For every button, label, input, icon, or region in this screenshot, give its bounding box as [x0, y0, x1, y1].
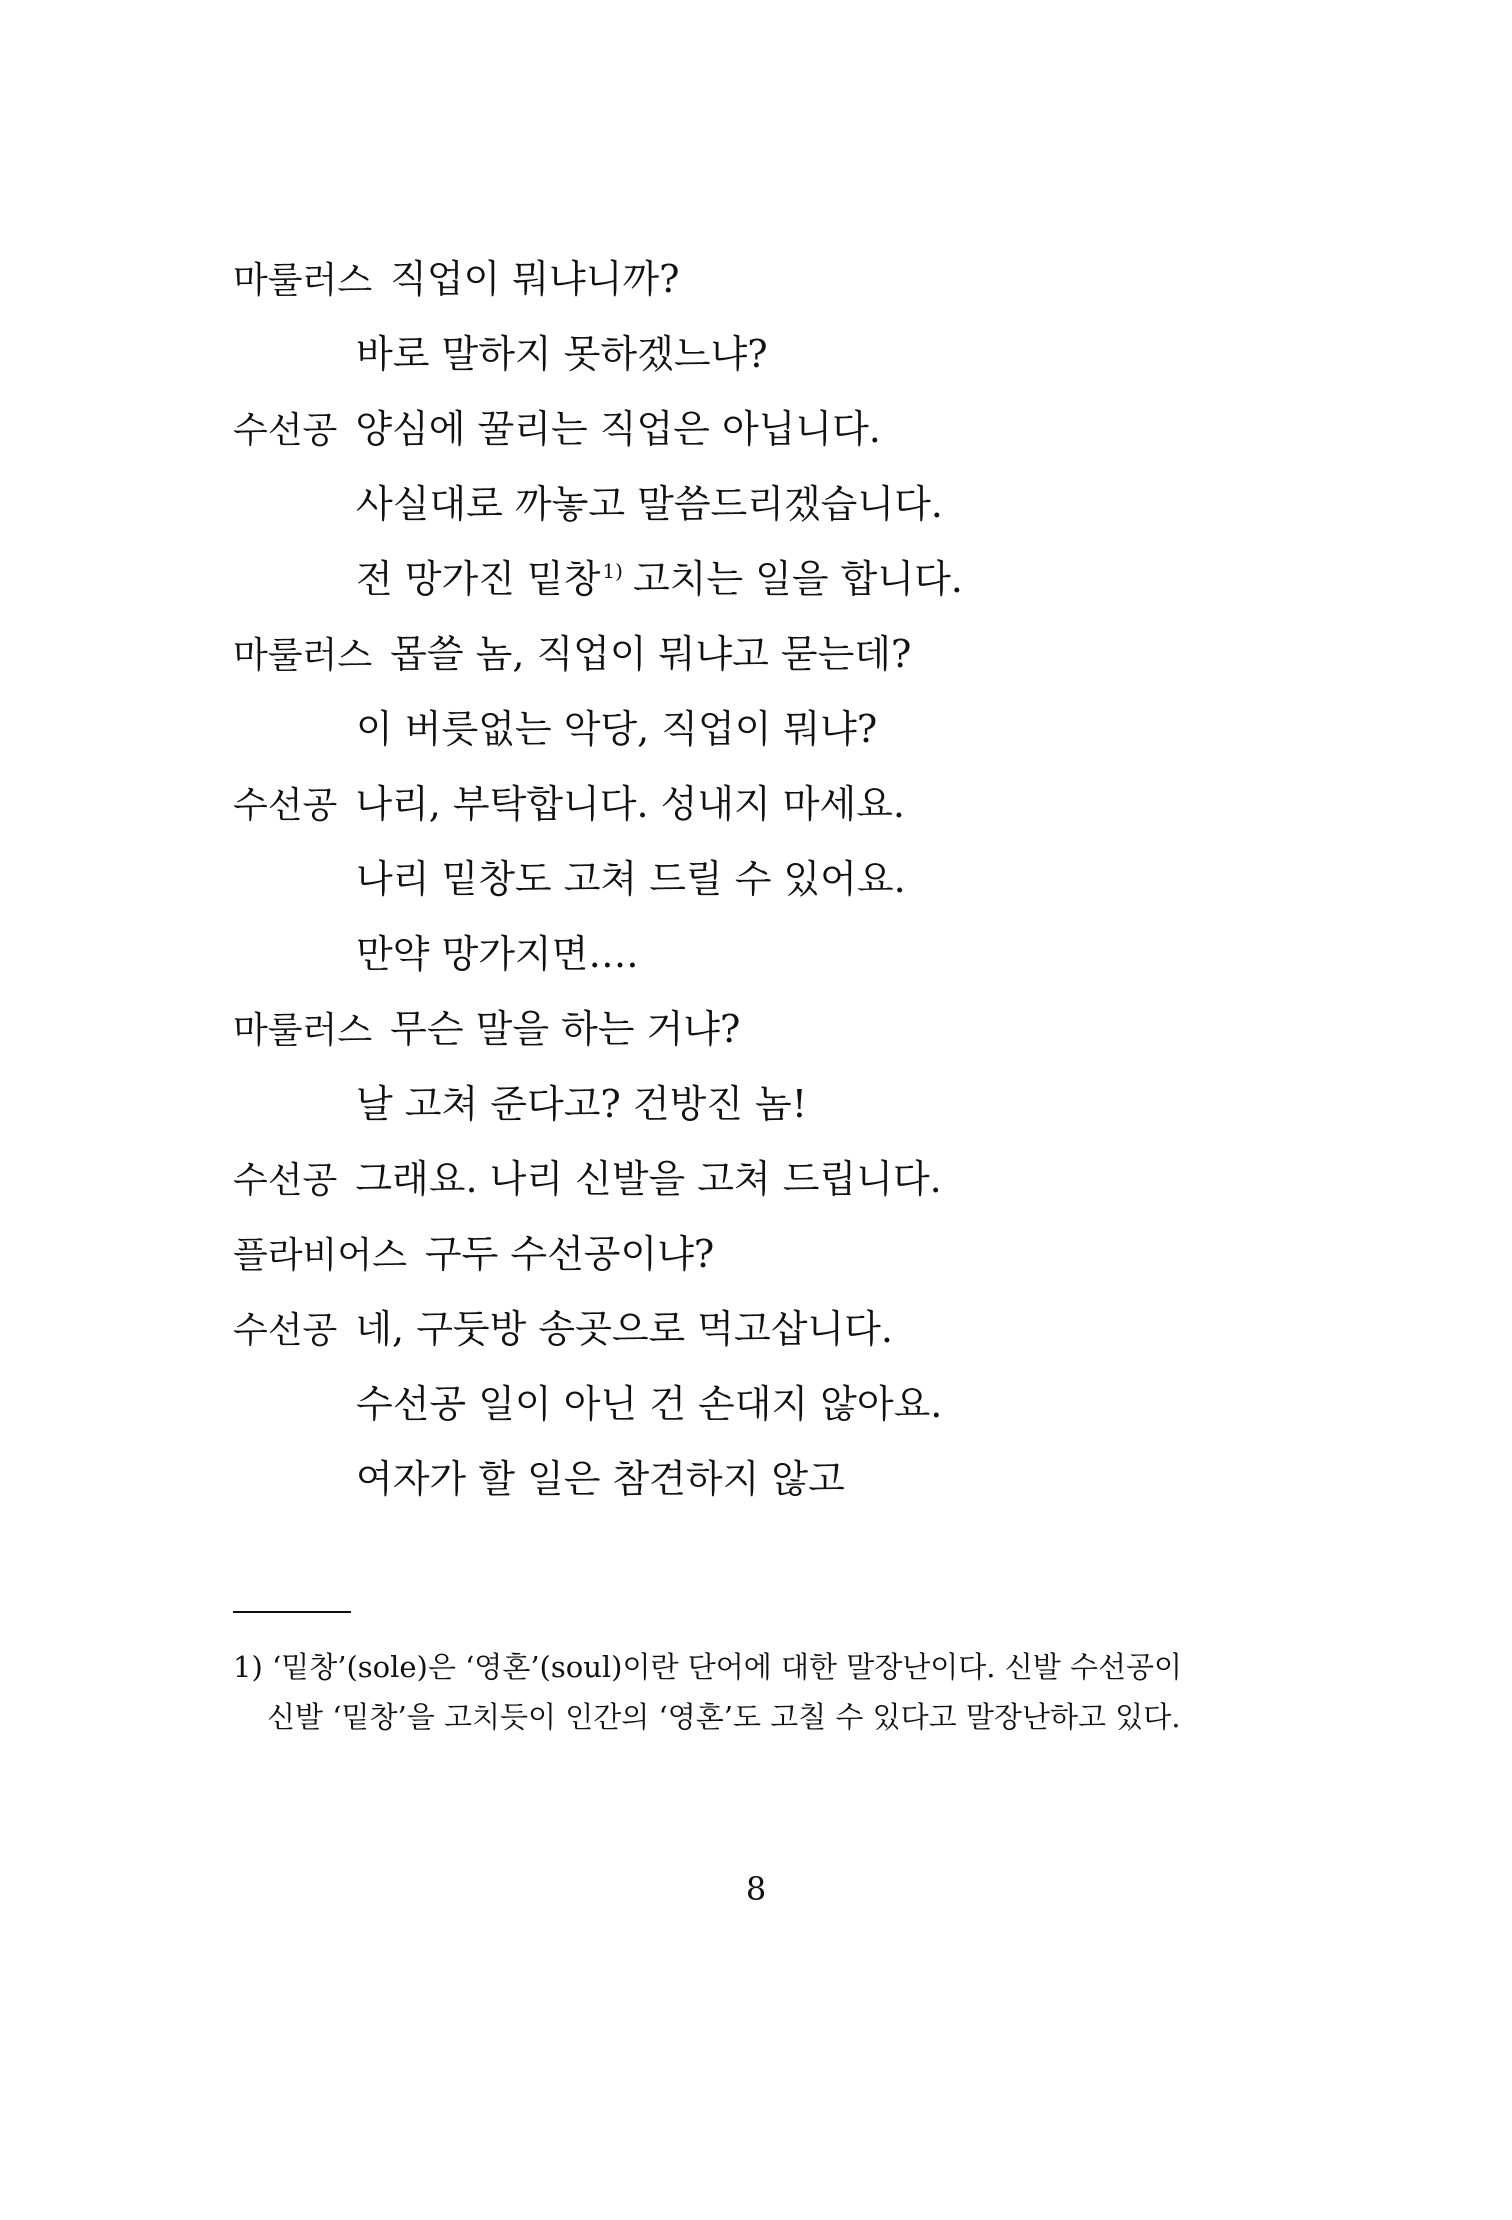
- dialogue-text: 구두 수선공이냐?: [424, 1232, 715, 1276]
- speaker-name: 마룰러스: [233, 260, 373, 301]
- speaker-name: 수선공: [233, 1160, 338, 1201]
- dialogue-text: 고치는 일을 합니다.: [632, 557, 963, 601]
- dialogue-text: 수선공 일이 아닌 건 손대지 않아요.: [356, 1382, 943, 1426]
- dialogue-text: 여자가 할 일은 참견하지 않고: [356, 1457, 845, 1501]
- speaker-name: 마룰러스: [233, 635, 373, 676]
- dialogue-line: [233, 842, 1283, 917]
- dialogue-text: 나리, 부탁합니다. 성내지 마세요.: [355, 782, 906, 826]
- dialogue-line: [233, 917, 1283, 992]
- footnote: [233, 1642, 1183, 1742]
- dialogue-text: 그래요. 나리 신발을 고쳐 드립니다.: [355, 1157, 942, 1201]
- dialogue-block: [233, 242, 1283, 1517]
- dialogue-text: 나리 밑창도 고쳐 드릴 수 있어요.: [356, 857, 906, 901]
- dialogue-line: [233, 392, 1283, 467]
- dialogue-line: [233, 692, 1283, 767]
- speaker-name: 수선공: [233, 785, 338, 826]
- dialogue-line: [233, 242, 1283, 317]
- dialogue-line: [233, 542, 1283, 617]
- dialogue-line: [233, 1292, 1283, 1367]
- dialogue-line: [233, 992, 1283, 1067]
- dialogue-text: 이 버릇없는 악당, 직업이 뭐냐?: [356, 707, 878, 751]
- dialogue-line: [233, 1142, 1283, 1217]
- dialogue-text: 바로 말하지 못하겠느냐?: [356, 332, 768, 376]
- dialogue-text: 몹쓸 놈, 직업이 뭐냐고 묻는데?: [390, 632, 912, 676]
- dialogue-line: [233, 1217, 1283, 1292]
- dialogue-line: [233, 767, 1283, 842]
- speaker-name: 수선공: [233, 410, 338, 451]
- dialogue-line: [233, 1442, 1283, 1517]
- dialogue-line: [233, 467, 1283, 542]
- dialogue-text: 사실대로 까놓고 말씀드리겠습니다.: [356, 482, 943, 526]
- speaker-name: 마룰러스: [233, 1010, 373, 1051]
- dialogue-text: 직업이 뭐냐니까?: [390, 257, 680, 301]
- dialogue-text: 전 망가진 밑창: [356, 557, 601, 601]
- dialogue-line: [233, 617, 1283, 692]
- speaker-name: 수선공: [233, 1310, 338, 1351]
- dialogue-line: [233, 1067, 1283, 1142]
- page-number: 8: [745, 1870, 767, 1908]
- dialogue-text: 네, 구둣방 송곳으로 먹고삽니다.: [355, 1307, 893, 1351]
- dialogue-line: [233, 1367, 1283, 1442]
- dialogue-text: 만약 망가지면….: [356, 932, 639, 976]
- speaker-name: 플라비어스: [233, 1235, 407, 1276]
- footnote-text: 1) ‘밑창’(sole)은 ‘영혼’(soul)이란 단어에 대한 말장난이다. 신발 수선공이 신발 ‘밑창’을 고치듯이 인간의 ‘영혼’도 고칠 수 있다고 말장난하고 있다.: [233, 1650, 1183, 1734]
- dialogue-text: 날 고쳐 준다고? 건방진 놈!: [356, 1082, 808, 1126]
- dialogue-text: 양심에 꿀리는 직업은 아닙니다.: [355, 407, 881, 451]
- footnote-separator: [233, 1611, 351, 1613]
- dialogue-text: 무슨 말을 하는 거냐?: [390, 1007, 741, 1051]
- footnote-marker: 1): [602, 559, 623, 583]
- dialogue-line: [233, 317, 1283, 392]
